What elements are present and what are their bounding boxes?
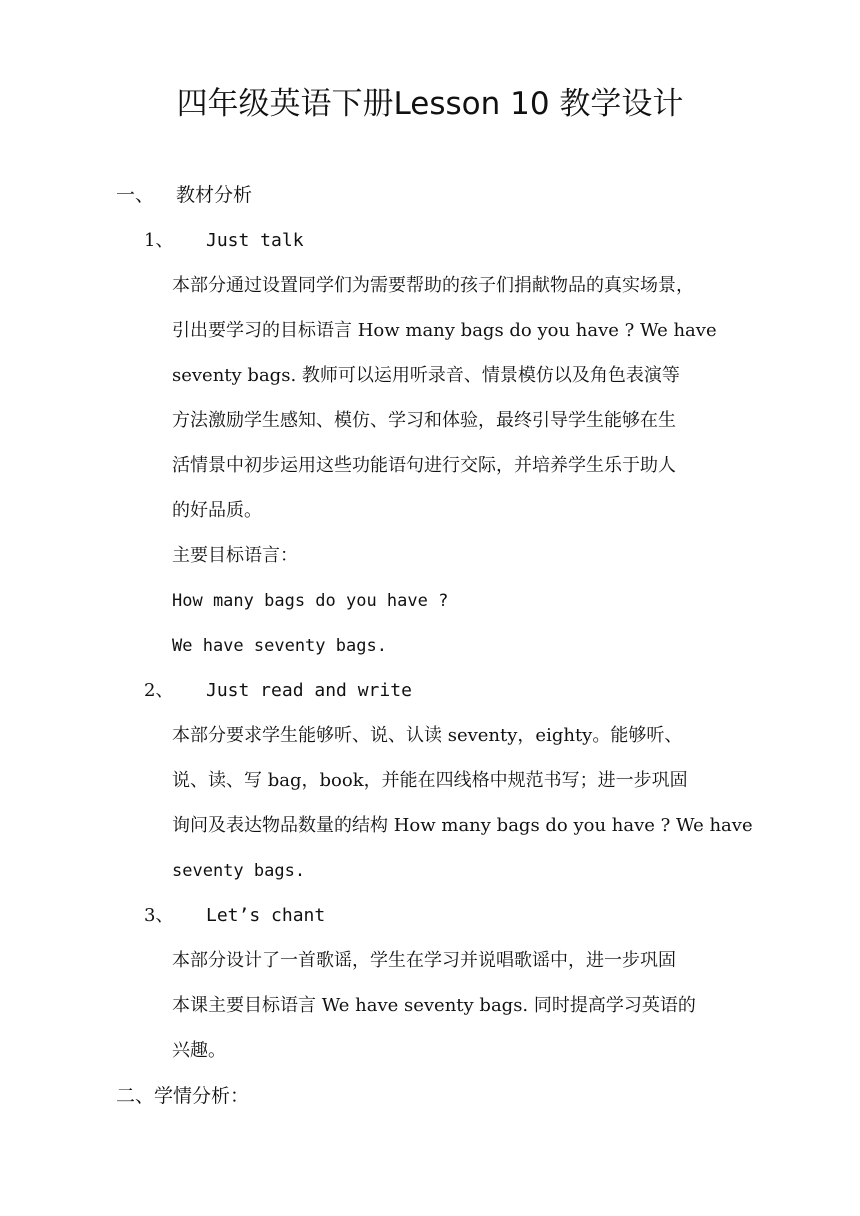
section-1-title: 教材分析 xyxy=(176,184,253,206)
paragraph-line: 本课主要目标语言 We have seventy bags. 同时提高学习英语的 xyxy=(172,995,696,1016)
paragraph-line: 方法激励学生感知、模仿、学习和体验，最终引导学生能够在生 xyxy=(172,410,676,431)
subsection-2-heading xyxy=(144,678,412,704)
subsection-2-number: 2、 xyxy=(144,680,174,701)
target-language-label: 主要目标语言： xyxy=(172,545,298,566)
subsection-3-number: 3、 xyxy=(144,905,174,926)
paragraph-line: 本部分通过设置同学们为需要帮助的孩子们捐献物品的真实场景， xyxy=(172,275,694,296)
target-sentence: We have seventy bags. xyxy=(172,636,387,656)
paragraph-line: 本部分要求学生能够听、说、认读 seventy，eighty。能够听、 xyxy=(172,725,683,746)
paragraph-line: 询问及表达物品数量的结构 How many bags do you have ? We have xyxy=(172,815,753,836)
section-1-number: 一、 xyxy=(116,184,155,206)
subsection-1-title: Just talk xyxy=(206,230,304,251)
paragraph-line: 引出要学习的目标语言 How many bags do you have ? We have xyxy=(172,320,717,341)
document-title: 四年级英语下册Lesson 10 教学设计 xyxy=(176,86,684,122)
subsection-1-heading xyxy=(144,228,304,254)
target-sentence: How many bags do you have ? xyxy=(172,591,449,611)
section-2-heading: 二、学情分析： xyxy=(116,1085,250,1107)
section-1-heading xyxy=(116,182,252,208)
paragraph-line: 本部分设计了一首歌谣，学生在学习并说唱歌谣中，进一步巩固 xyxy=(172,950,676,971)
paragraph-line: 的好品质。 xyxy=(172,500,262,521)
subsection-3-title: Let’s chant xyxy=(206,905,326,926)
subsection-3-heading xyxy=(144,903,325,929)
paragraph-line: seventy bags. xyxy=(172,861,306,881)
paragraph-line: 活情景中初步运用这些功能语句进行交际，并培养学生乐于助人 xyxy=(172,455,676,476)
subsection-1-number: 1、 xyxy=(144,230,174,251)
paragraph-line: 兴趣。 xyxy=(172,1040,226,1061)
paragraph-line: 说、读、写 bag，book，并能在四线格中规范书写；进一步巩固 xyxy=(172,770,688,791)
paragraph-line: seventy bags. 教师可以运用听录音、情景模仿以及角色表演等 xyxy=(172,365,680,386)
subsection-2-title: Just read and write xyxy=(206,680,412,701)
